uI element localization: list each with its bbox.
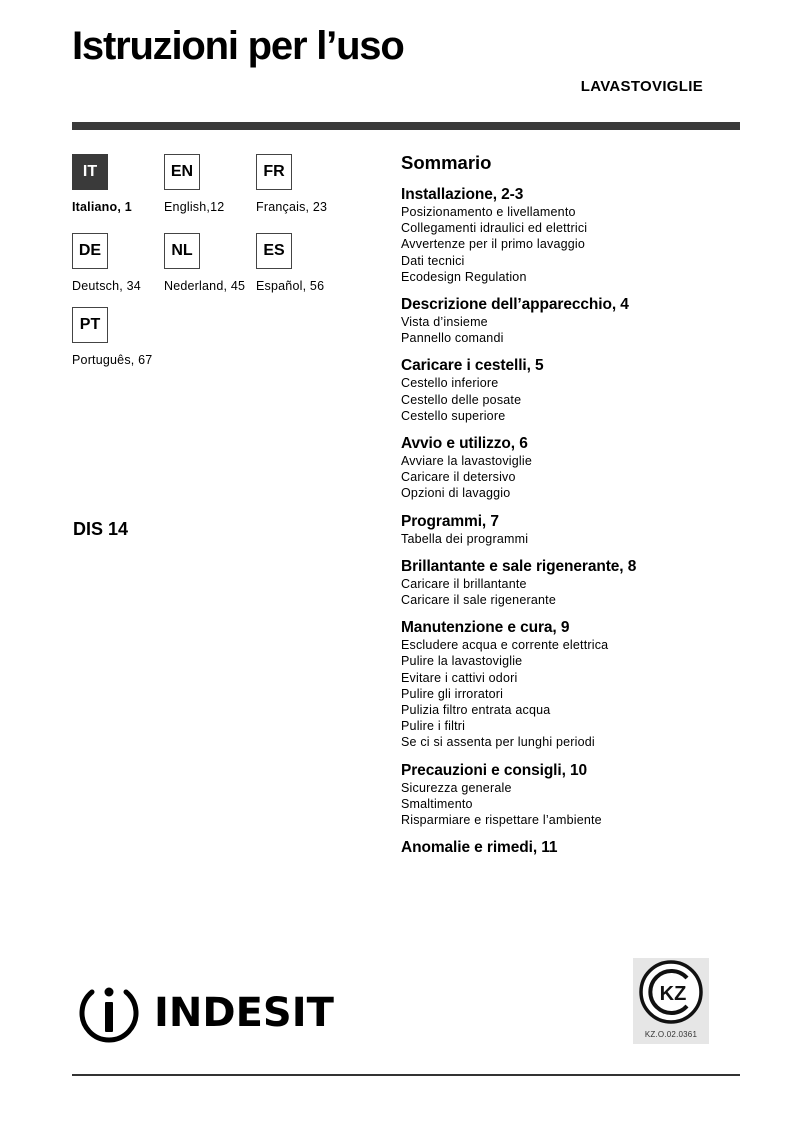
kz-certification-icon xyxy=(633,958,709,1030)
toc-heading[interactable]: Installazione, 2-3 xyxy=(401,186,524,203)
toc-heading[interactable]: Brillantante e sale rigenerante, 8 xyxy=(401,557,637,575)
toc-item: Cestello superiore xyxy=(401,408,506,423)
toc-item: Caricare il sale rigenerante xyxy=(401,593,556,608)
language-caption: Deutsch, 34 xyxy=(72,279,141,293)
toc-heading[interactable]: Programmi, 7 xyxy=(401,512,499,530)
language-code-box: ES xyxy=(256,233,292,269)
toc-section-manutenzione xyxy=(401,619,741,750)
toc-section-brillantante xyxy=(401,558,741,608)
indesit-logo xyxy=(78,982,334,1044)
toc-section-caricare-cestelli xyxy=(401,357,741,424)
toc-item: Pulizia filtro entrata acqua xyxy=(401,703,551,718)
language-fr[interactable] xyxy=(256,154,327,214)
toc-item: Risparmiare e rispettare l’ambiente xyxy=(401,813,602,828)
toc-section-precauzioni xyxy=(401,762,741,829)
table-of-contents xyxy=(401,152,741,868)
language-nl[interactable] xyxy=(164,233,245,293)
language-code-box: DE xyxy=(72,233,108,269)
toc-item: Se ci si assenta per lunghi periodi xyxy=(401,735,595,750)
toc-item: Ecodesign Regulation xyxy=(401,269,527,284)
language-code-box: PT xyxy=(72,307,108,343)
toc-heading[interactable]: Caricare i cestelli, 5 xyxy=(401,357,544,375)
toc-item: Pulire i filtri xyxy=(401,719,466,734)
toc-item: Avviare la lavastoviglie xyxy=(401,454,533,469)
toc-heading[interactable]: Precauzioni e consigli, 10 xyxy=(401,761,588,779)
language-caption: Nederland, 45 xyxy=(164,279,246,293)
toc-item: Pulire gli irroratori xyxy=(401,686,504,701)
language-caption: Français, 23 xyxy=(256,200,328,214)
toc-item: Avvertenze per il primo lavaggio xyxy=(401,237,586,252)
svg-text:KZ: KZ xyxy=(659,983,687,1005)
toc-item: Dati tecnici xyxy=(401,253,465,268)
toc-section-descrizione xyxy=(401,296,741,346)
toc-item: Vista d’insieme xyxy=(401,315,488,330)
toc-section-programmi xyxy=(401,513,741,547)
language-de[interactable] xyxy=(72,233,141,293)
toc-title: Sommario xyxy=(401,152,492,173)
toc-section-installazione xyxy=(401,186,741,285)
toc-item: Escludere acqua e corrente elettrica xyxy=(401,638,609,653)
language-code-box: FR xyxy=(256,154,292,190)
language-it[interactable] xyxy=(72,154,132,214)
language-caption: Español, 56 xyxy=(256,279,325,293)
toc-item: Tabella dei programmi xyxy=(401,531,529,546)
product-type: LAVASTOVIGLIE xyxy=(580,78,703,95)
toc-item: Smaltimento xyxy=(401,796,473,811)
language-caption: Italiano, 1 xyxy=(72,200,132,214)
language-pt[interactable] xyxy=(72,307,152,367)
toc-item: Cestello delle posate xyxy=(401,392,522,407)
toc-item: Collegamenti idraulici ed elettrici xyxy=(401,221,588,236)
toc-item: Caricare il detersivo xyxy=(401,470,516,485)
toc-section-anomalie xyxy=(401,839,741,857)
language-es[interactable] xyxy=(256,233,324,293)
toc-item: Cestello inferiore xyxy=(401,376,499,391)
toc-heading[interactable]: Manutenzione e cura, 9 xyxy=(401,619,570,637)
language-code-box: NL xyxy=(164,233,200,269)
header-divider xyxy=(72,122,740,130)
toc-item: Pannello comandi xyxy=(401,331,504,346)
toc-heading[interactable]: Descrizione dell’apparecchio, 4 xyxy=(401,296,629,314)
toc-heading[interactable]: Anomalie e rimedi, 11 xyxy=(401,839,558,857)
toc-item: Pulire la lavastoviglie xyxy=(401,654,523,669)
language-caption: Português, 67 xyxy=(72,353,153,367)
toc-item: Posizionamento e livellamento xyxy=(401,205,576,219)
toc-item: Evitare i cattivi odori xyxy=(401,670,518,685)
toc-section-avvio xyxy=(401,435,741,502)
logo-wordmark: INDESIT xyxy=(154,990,334,1036)
toc-item: Opzioni di lavaggio xyxy=(401,486,511,501)
language-en[interactable] xyxy=(164,154,224,214)
model-number: DIS 14 xyxy=(73,519,129,539)
toc-heading[interactable]: Avvio e utilizzo, 6 xyxy=(401,435,528,453)
toc-item: Caricare il brillantante xyxy=(401,576,527,591)
page-title: Istruzioni per l’uso xyxy=(72,24,404,68)
certification-code: KZ.O.02.0361 xyxy=(644,1030,698,1039)
language-caption: English,12 xyxy=(164,200,225,214)
language-code-box: IT xyxy=(72,154,108,190)
power-i-icon xyxy=(78,982,140,1044)
footer-divider xyxy=(72,1074,740,1076)
certification-mark xyxy=(633,958,709,1044)
language-code-box: EN xyxy=(164,154,200,190)
toc-item: Sicurezza generale xyxy=(401,780,512,795)
